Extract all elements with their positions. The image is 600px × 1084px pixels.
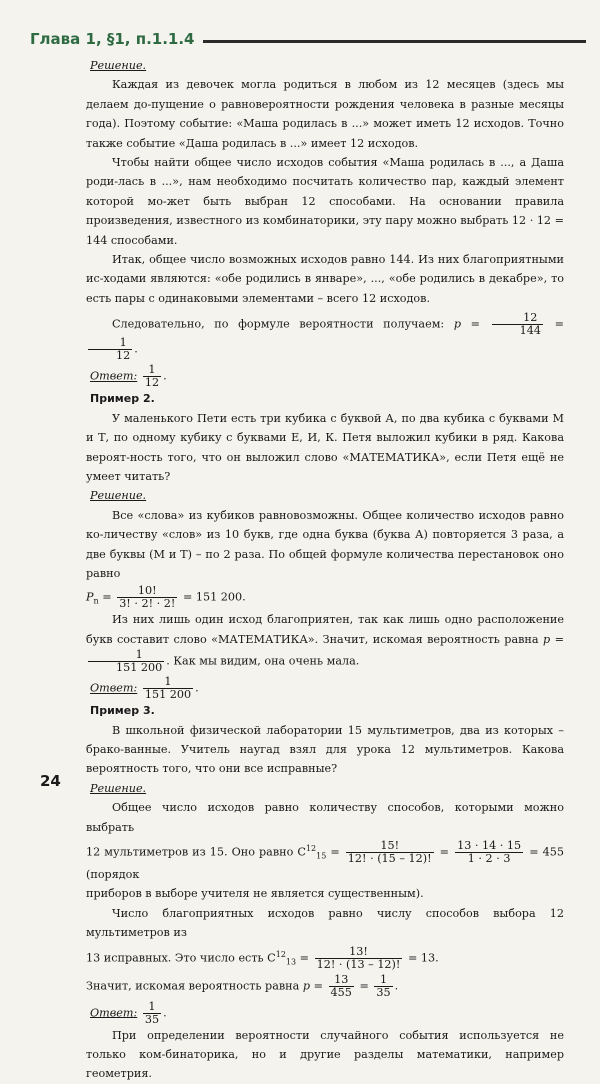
paragraph: Чтобы найти общее число исходов события «Маша родилась в ..., а Даша роди-лась в ...», нам необходимо посчитать количество пар, каждый элемент которой мо-жет быть выбран 12 способами. На основании правила произведения, известного из комбинаторики, эту пару можно выбрать 12 · 12 = 144 способами.: [86, 156, 564, 247]
page-number: 24: [40, 772, 61, 790]
answer-line: Ответ: $\frac{1}{151 200}$ .: [90, 675, 199, 702]
formula-line: $P_n$ = $\frac{10!}{3! \cdot 2! \cdot 2!}$ = 151 200.: [86, 584, 246, 611]
fraction: $\frac{13}{455}$: [330, 972, 352, 999]
fraction: $\frac{1}{151 200}$: [88, 649, 164, 674]
fraction: $\frac{10!}{3! \cdot 2! \cdot 2!}$: [119, 584, 176, 611]
example-title: Пример 2.: [90, 392, 155, 406]
answer-line: Ответ: $\frac{1}{12}$ .: [90, 363, 167, 390]
paragraph: При определении вероятности случайного события используется не только ком-бинаторика, но и другие разделы математики, например геометрия.: [86, 1028, 564, 1081]
formula-line: 12 мультиметров из 15. Оно равно $C^{12}_{15}$ = $\frac{15!}{12! \cdot (15 - 12)!}$ = $\frac{13 \cdot 14 \cdot 15}{1 \cdot 2 \cdot 3}$ = 455 (порядок: [86, 839, 564, 881]
solution-label: Решение.: [90, 781, 147, 795]
formula-line: 13 исправных. Это число есть $C^{12}_{13}$ = $\frac{13!}{12! \cdot (13 - 12)!}$ = 13.: [86, 944, 439, 971]
fraction: $\frac{1}{151 200}$: [144, 675, 192, 702]
fraction: $\frac{1}{12}$: [88, 337, 132, 362]
paragraph: Число благоприятных исходов равно числу способов выбора 12 мультиметров из: [86, 906, 564, 940]
fraction: $\frac{13 \cdot 14 \cdot 15}{1 \cdot 2 \cdot 3}$: [457, 839, 522, 865]
example-title: Пример 3.: [90, 704, 155, 718]
chapter-header: [30, 28, 586, 50]
paragraph: Из них лишь один исход благоприятен, так как лишь одно расположение букв составит слово «МАТЕМАТИКА». Значит, искомая вероятность равна p = $\frac{1}{151 200}$ . Как мы видим, она очень мала.: [86, 613, 564, 675]
formula-line: Следовательно, по формуле вероятности получаем: p = $\frac{12}{144}$ = $\frac{1}{12}$ .: [86, 312, 564, 362]
fraction: $\frac{15!}{12! \cdot (15 - 12)!}$: [347, 839, 432, 865]
fraction: $\frac{1}{12}$: [144, 363, 160, 390]
solution-label: Решение.: [90, 489, 147, 503]
example-text: У маленького Пети есть три кубика с буквой А, по два кубика с буквами М и Т, по одному кубику с буквами Е, И, К. Петя выложил кубики в ряд. Какова вероят-ность того, что он выложил слово «МАТЕМАТИКА», если Петя ещё не умеет читать?: [86, 411, 564, 483]
solution-label: Решение.: [90, 59, 147, 72]
fraction: $\frac{1}{35}$: [144, 999, 160, 1026]
answer-line: Ответ: $\frac{1}{35}$ .: [90, 999, 167, 1026]
paragraph: Итак, общее число возможных исходов равно 144. Из них благоприятными ис-ходами являются: «обе родились в январе», ..., «обе родились в декабре», то есть пары с одинаковыми элементами – всего 12 исходов.: [86, 253, 564, 305]
fraction: $\frac{1}{35}$: [376, 972, 391, 999]
example-text: В школьной физической лаборатории 15 мультиметров, два из которых – брако-ванные. Учитель наугад взял для урока 12 мультиметров. Какова вероятность того, что они все исправные?: [86, 723, 564, 776]
paragraph: приборов в выборе учителя не является существенным).: [86, 887, 424, 901]
header-rule: [203, 40, 587, 43]
page-content: [86, 56, 564, 1084]
formula-line: Значит, искомая вероятность равна p = $\frac{13}{455}$ = $\frac{1}{35}$ .: [86, 972, 399, 999]
fraction: $\frac{12}{144}$: [492, 312, 543, 337]
paragraph: Каждая из девочек могла родиться в любом из 12 месяцев (здесь мы делаем до-пущение о равновероятности рождения человека в разные месяцы года). Поэтому событие: «Маша родилась в ...» может иметь 12 исходов. Точно также событие «Даша родилась в ...» имеет 12 исходов.: [86, 78, 564, 150]
fraction: $\frac{13!}{12! \cdot (13 - 12)!}$: [316, 944, 401, 971]
chapter-title: Глава 1, §1, п.1.1.4: [30, 30, 195, 48]
paragraph: Общее число исходов равно количеству способов, которыми можно выбрать: [86, 801, 564, 834]
paragraph: Все «слова» из кубиков равновозможны. Общее количество исходов равно ко-личеству «слов» из 10 букв, где одна буква (буква А) повторяется 3 раза, а две буквы (М и Т) – по 2 раза. По общей формуле количества перестановок оно равно: [86, 508, 564, 580]
